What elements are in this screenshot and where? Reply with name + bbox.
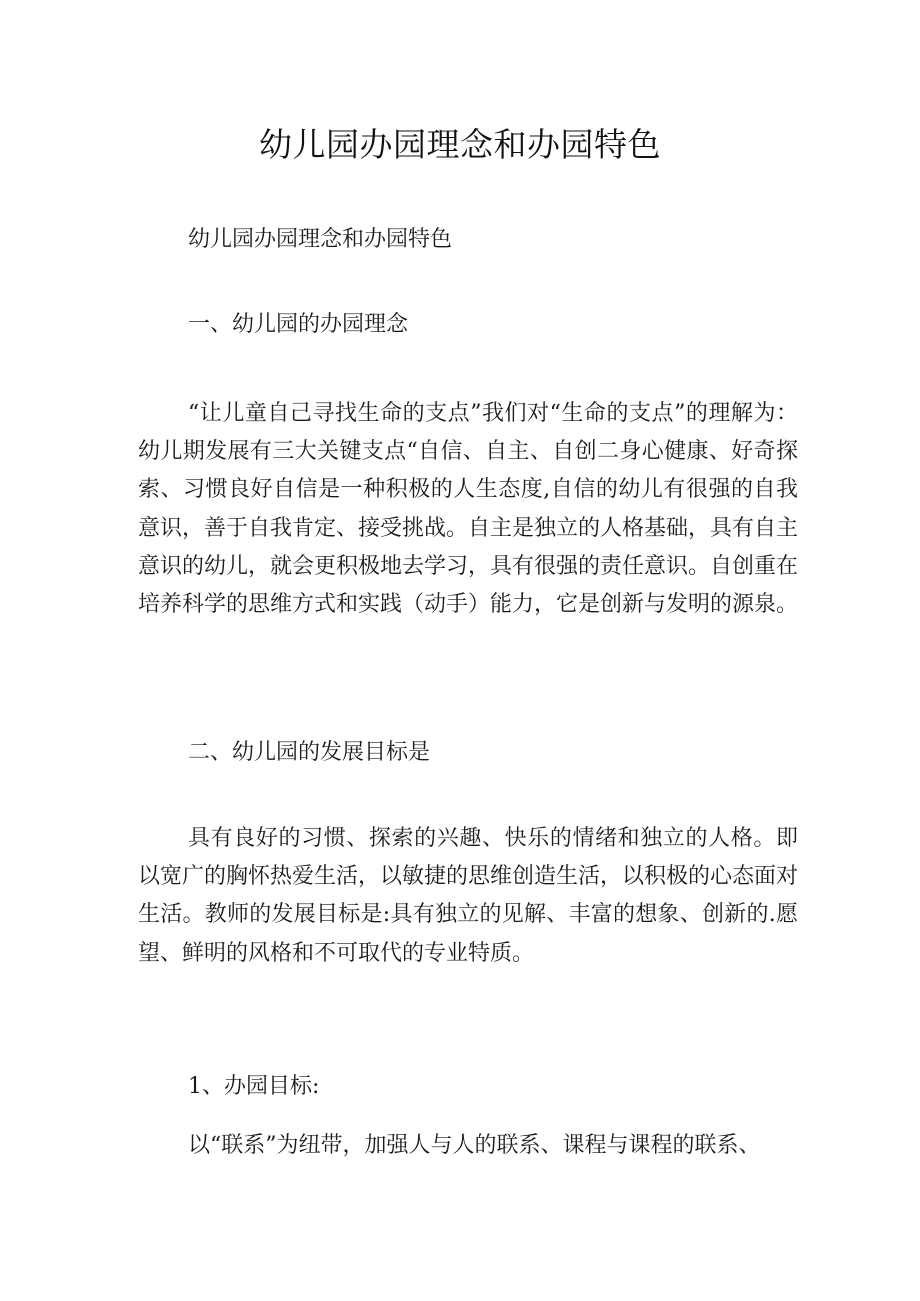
section1-heading: 一、幼儿园的办园理念 [188,312,409,337]
item1-paragraph: 以“联系”为纽带，加强人与人的联系、课程与课程的联系、 [188,1133,761,1158]
section1-paragraph: “让儿童自己寻找生命的支点”我们对“生命的支点”的理解为：幼儿期发展有三大关键支点“自信、自主、自创二身心健康、好奇探索、习惯良好自信是一种积极的人生态度,自信的幼儿有很强的自我意识，善于自我肯定、接受挑战。自主是独立的人格基础，具有自主意识的幼儿，就会更积极地去学习，具有很强的责任意识。自创重在培养科学的思维方式和实践（动手）能力，它是创新与发明的源泉。 [138,401,799,618]
document-subtitle: 幼儿园办园理念和办园特色 [188,227,453,252]
item1-heading: 1、办园目标: [188,1074,320,1099]
document-title: 幼儿园办园理念和办园特色 [259,125,661,164]
section2-paragraph: 具有良好的习惯、探索的兴趣、快乐的情绪和独立的人格。即以宽广的胸怀热爱生活，以敏捷的思维创造生活，以积极的心态面对生活。教师的发展目标是:具有独立的见解、丰富的想象、创新的.愿望、鲜明的风格和不可取代的专业特质。 [138,826,799,966]
section2-heading: 二、幼儿园的发展目标是 [188,740,431,765]
